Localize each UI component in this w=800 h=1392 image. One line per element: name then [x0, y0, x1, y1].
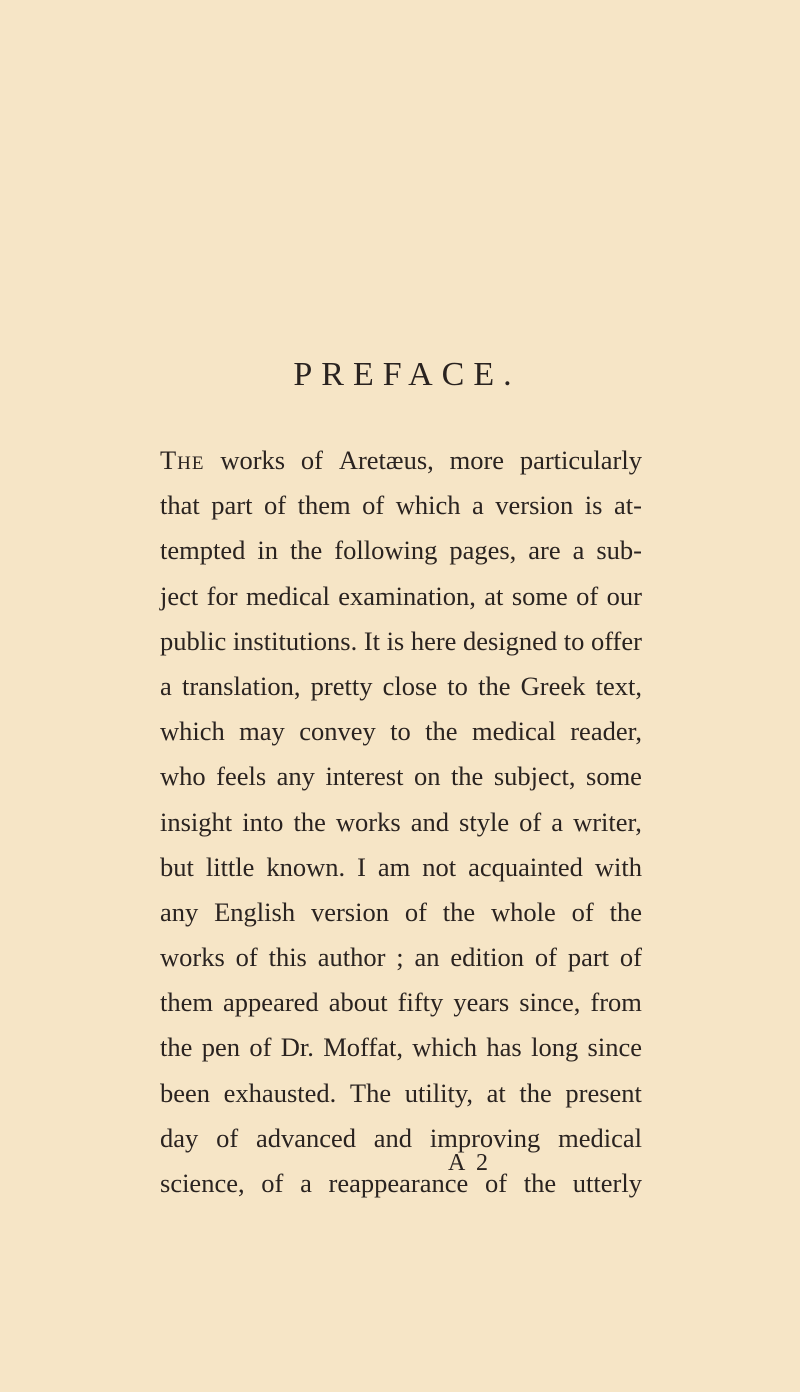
- word: tempted: [160, 535, 246, 566]
- word: them: [297, 490, 351, 521]
- word: subject,: [493, 761, 576, 792]
- word: the: [609, 896, 642, 927]
- word: been: [160, 1077, 211, 1108]
- word: to: [447, 670, 468, 701]
- word: about: [328, 987, 388, 1018]
- word: of: [576, 580, 599, 611]
- word: to: [563, 625, 585, 656]
- word: exhausted.: [223, 1077, 337, 1108]
- word: pages,: [449, 535, 517, 566]
- word: sub-: [596, 535, 642, 566]
- word: at-: [613, 490, 642, 521]
- word: of: [519, 806, 542, 837]
- word: designed: [462, 625, 558, 656]
- text-line: [160, 483, 642, 528]
- word: which: [160, 716, 225, 747]
- text-line: [160, 664, 642, 709]
- word: them: [160, 987, 213, 1018]
- word: utterly: [572, 1168, 642, 1198]
- word: particularly: [519, 445, 642, 475]
- word: science,: [160, 1168, 245, 1198]
- word: utility,: [404, 1077, 473, 1108]
- word: feels: [216, 761, 267, 792]
- word: at: [486, 1077, 506, 1108]
- word: public: [160, 625, 227, 656]
- word: of: [619, 942, 642, 973]
- word: the: [293, 806, 326, 837]
- word: that: [160, 490, 200, 521]
- word: of: [261, 1168, 284, 1198]
- word: of: [249, 1032, 272, 1063]
- word: of: [404, 896, 427, 927]
- word: known.: [266, 851, 346, 882]
- word: the: [289, 535, 323, 566]
- word: on: [413, 761, 441, 792]
- word: to: [390, 716, 411, 747]
- text-line: [160, 1071, 642, 1116]
- word: years: [453, 987, 510, 1018]
- word: works: [160, 942, 225, 973]
- word: who: [160, 761, 206, 792]
- text-line: [160, 1161, 642, 1206]
- word: insight: [160, 806, 233, 837]
- text-line: [160, 800, 642, 845]
- word: here: [410, 625, 457, 656]
- word: day: [160, 1122, 199, 1153]
- word: text,: [595, 670, 642, 701]
- word: part: [211, 490, 253, 521]
- page-heading: PREFACE.: [293, 356, 521, 393]
- word: with: [594, 851, 642, 882]
- word: an: [414, 942, 440, 973]
- text-line: [160, 845, 642, 890]
- word: Aretæus,: [338, 445, 434, 475]
- word: It: [363, 625, 380, 656]
- word: edition: [450, 942, 525, 973]
- text-line: [160, 619, 642, 664]
- text-line: [160, 438, 642, 483]
- word: into: [242, 806, 284, 837]
- text-line: [160, 1116, 642, 1161]
- text-line: [160, 1025, 642, 1070]
- word: of: [216, 1122, 239, 1153]
- word: some: [511, 580, 568, 611]
- word: any: [276, 761, 315, 792]
- word: which: [395, 490, 461, 521]
- word: Greek: [520, 670, 586, 701]
- word: at: [484, 580, 504, 611]
- word: since: [587, 1032, 642, 1063]
- word: of: [263, 490, 287, 521]
- word: advanced: [255, 1122, 356, 1153]
- word: a: [160, 670, 172, 701]
- text-line: [160, 754, 642, 799]
- word: a: [471, 490, 484, 521]
- word: any: [160, 896, 199, 927]
- word: following: [334, 535, 438, 566]
- signature-mark: A 2: [448, 1150, 492, 1176]
- text-line: [160, 980, 642, 1025]
- word: improving: [429, 1122, 541, 1153]
- word: institutions.: [232, 625, 358, 656]
- word: version: [310, 896, 389, 927]
- word: may: [239, 716, 285, 747]
- word: a: [572, 535, 585, 566]
- text-line: [160, 935, 642, 980]
- word: has: [486, 1032, 522, 1063]
- word: the: [519, 1077, 552, 1108]
- word: and: [410, 806, 449, 837]
- word: since,: [519, 987, 581, 1018]
- word: is: [584, 490, 603, 521]
- word: a: [300, 1168, 312, 1198]
- word: author: [317, 942, 386, 973]
- word: of: [362, 490, 385, 521]
- word: translation,: [181, 670, 301, 701]
- word: style: [459, 806, 510, 837]
- word: convey: [299, 716, 376, 747]
- word: the: [523, 1168, 557, 1198]
- word: the: [160, 1032, 193, 1063]
- word: medical: [558, 1122, 642, 1153]
- word: medical: [471, 716, 556, 747]
- word: not: [422, 851, 457, 882]
- word: more: [449, 445, 505, 475]
- word: ject: [160, 580, 199, 611]
- word: works: [335, 806, 401, 837]
- word: of: [300, 445, 323, 475]
- word: whole: [491, 896, 556, 927]
- word: of: [484, 1168, 508, 1198]
- text-line: [160, 709, 642, 754]
- word: for: [206, 580, 238, 611]
- word: pretty: [310, 670, 373, 701]
- word: and: [373, 1122, 413, 1153]
- word: examination,: [338, 580, 476, 611]
- word: writer,: [573, 806, 642, 837]
- word: is: [386, 625, 405, 656]
- preface-text: [160, 438, 642, 1206]
- word: The: [160, 445, 205, 475]
- word: fifty: [397, 987, 444, 1018]
- word: acquainted: [468, 851, 583, 882]
- word: medical: [245, 580, 330, 611]
- text-line: [160, 574, 642, 619]
- word: close: [382, 670, 438, 701]
- text-line: [160, 528, 642, 573]
- word: The: [349, 1077, 392, 1108]
- word: pen: [201, 1032, 240, 1063]
- word: part: [567, 942, 610, 973]
- word: Dr.: [280, 1032, 314, 1063]
- word: works: [220, 445, 286, 475]
- word: long: [531, 1032, 579, 1063]
- word: this: [268, 942, 307, 973]
- word: version: [495, 490, 574, 521]
- word: but: [160, 851, 194, 882]
- word: in: [257, 535, 278, 566]
- word: appeared: [223, 987, 319, 1018]
- word: offer: [590, 625, 642, 656]
- word: am: [377, 851, 411, 882]
- word: reader,: [570, 716, 642, 747]
- word: the: [425, 716, 458, 747]
- word: the: [450, 761, 484, 792]
- word: which: [412, 1032, 478, 1063]
- word: a: [551, 806, 564, 837]
- word: the: [478, 670, 511, 701]
- word: the: [442, 896, 476, 927]
- text-line: [160, 890, 642, 935]
- word: of: [571, 896, 594, 927]
- word: Moffat,: [323, 1032, 403, 1063]
- word: some: [586, 761, 642, 792]
- word: of: [534, 942, 557, 973]
- word: I: [357, 851, 366, 882]
- word: English: [214, 896, 296, 927]
- word: from: [590, 987, 642, 1018]
- word: ;: [396, 942, 404, 973]
- word: of: [235, 942, 258, 973]
- word: little: [205, 851, 255, 882]
- word: interest: [325, 761, 404, 792]
- word: our: [606, 580, 642, 611]
- word: are: [528, 535, 561, 566]
- word: present: [565, 1077, 642, 1108]
- word: reappearance: [328, 1168, 469, 1198]
